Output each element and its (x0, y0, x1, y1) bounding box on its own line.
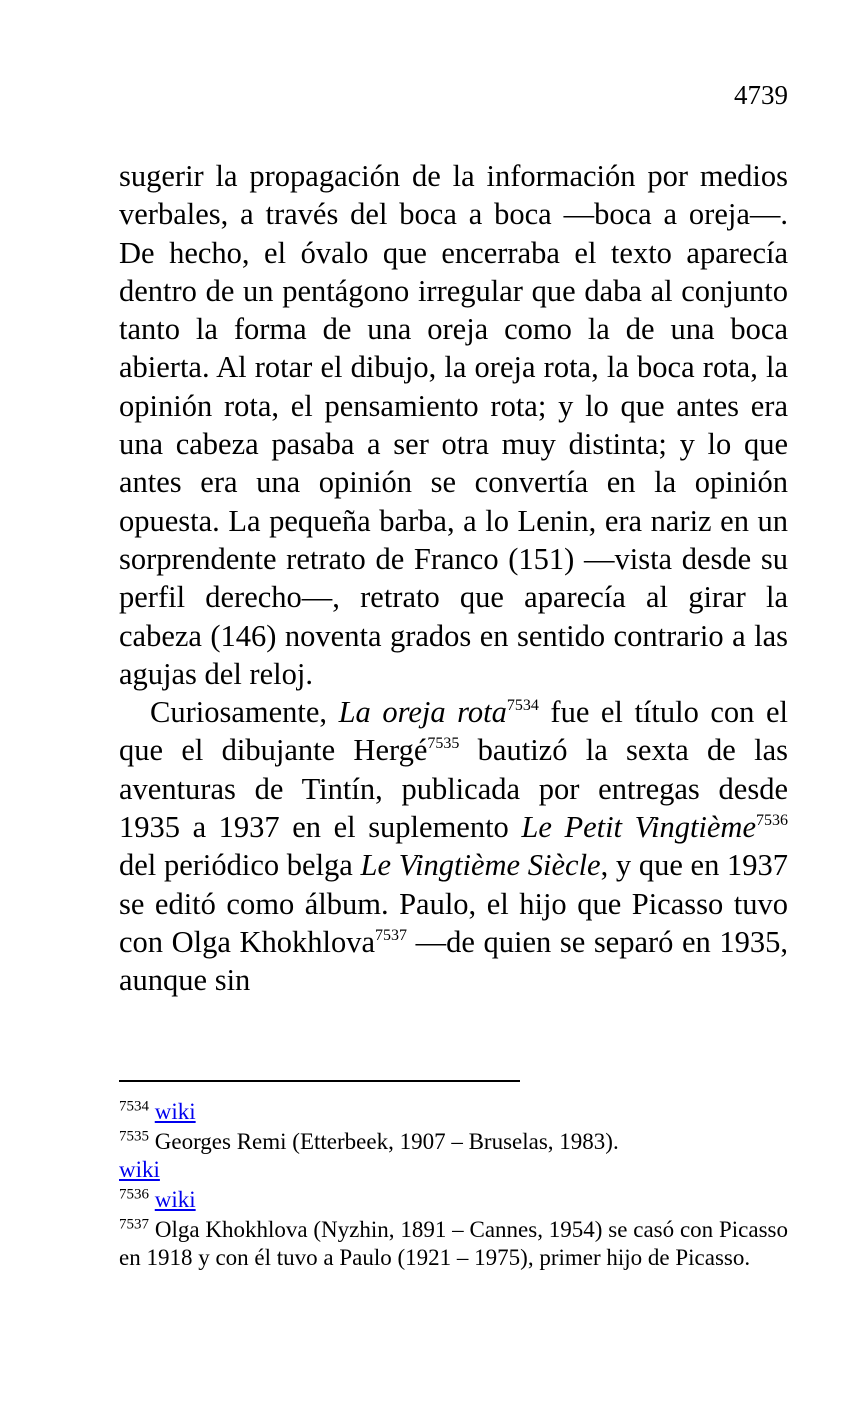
footnote-text: Georges Remi (Etterbeek, 1907 – Bruselas, 1983). (154, 1129, 619, 1154)
footnote-separator (119, 1080, 520, 1082)
paragraph-1: sugerir la propagación de la información por medios verbales, a través del boca a boca —boca a oreja—. De hecho, el óvalo que encerraba el texto aparecía dentro de un pentágono irregular que daba al conjunto tanto la forma de una oreja como la de una boca abierta. Al rotar el dibujo, la oreja rota, la boca rota, la opinión rota, el pensamiento rota; y lo que antes era una cabeza pasaba a ser otra muy distinta; y lo que antes era una opinión se convertía en la opinión opuesta. La pequeña barba, a lo Lenin, era nariz en un sorprendente retrato de Franco (151) —vista desde su perfil derecho—, retrato que aparecía al girar la cabeza (146) noventa grados en sentido contrario a las agujas del reloj. (119, 159, 788, 691)
footnote-number: 7536 (119, 1186, 149, 1203)
paragraph-2 (119, 693, 788, 999)
footnotes (119, 1098, 788, 1274)
paragraph-2-text-2: fue el título con el que el dibujante Hergé (119, 695, 788, 768)
paragraph-2-text-4: del periódico belga (119, 848, 361, 883)
footnote-7537 (119, 1216, 788, 1272)
footnote-number: 7535 (119, 1128, 149, 1145)
footnote-ref-7536[interactable]: 7536 (756, 811, 788, 829)
paragraph-2-text-5: , y que en 1937 se editó como álbum. Paulo, el hijo que Picasso tuvo con Olga Khokhlova (119, 848, 789, 959)
newspaper-title: Le Vingtième Siècle (360, 848, 601, 883)
paragraph-2-text-1: Curiosamente, (150, 695, 339, 730)
body-text (119, 157, 788, 1000)
footnote-link-wiki[interactable]: wiki (154, 1099, 196, 1124)
footnote-ref-7537[interactable]: 7537 (375, 926, 408, 944)
footnote-ref-7534[interactable]: 7534 (506, 697, 539, 714)
footnote-7534 (119, 1098, 788, 1126)
paragraph-2-text-6: —de quien se separó en 1935, aunque sin (119, 924, 788, 998)
supplement-title: Le Petit Vingtième (521, 810, 756, 845)
book-title-la-oreja-rota: La oreja rota (338, 695, 507, 730)
footnote-number: 7537 (119, 1216, 149, 1233)
footnote-link-wiki[interactable]: wiki (119, 1157, 160, 1182)
page-number: 4739 (734, 80, 788, 110)
footnote-ref-7535[interactable]: 7535 (427, 735, 460, 753)
footnote-text: Olga Khokhlova (Nyzhin, 1891 – Cannes, 1954) se casó con Picasso en 1918 y con él tuvo a Paulo (1921 – 1975), primer hijo de Picasso. (119, 1217, 788, 1270)
footnote-7536 (119, 1186, 788, 1214)
footnote-number: 7534 (119, 1098, 149, 1115)
footnote-link-wiki[interactable]: wiki (154, 1187, 196, 1212)
paragraph-2-text-3: bautizó la sexta de las aventuras de Tintín, publicada por entregas desde 1935 a 1937 en el suplemento (119, 733, 788, 845)
footnote-7535 (119, 1128, 788, 1184)
